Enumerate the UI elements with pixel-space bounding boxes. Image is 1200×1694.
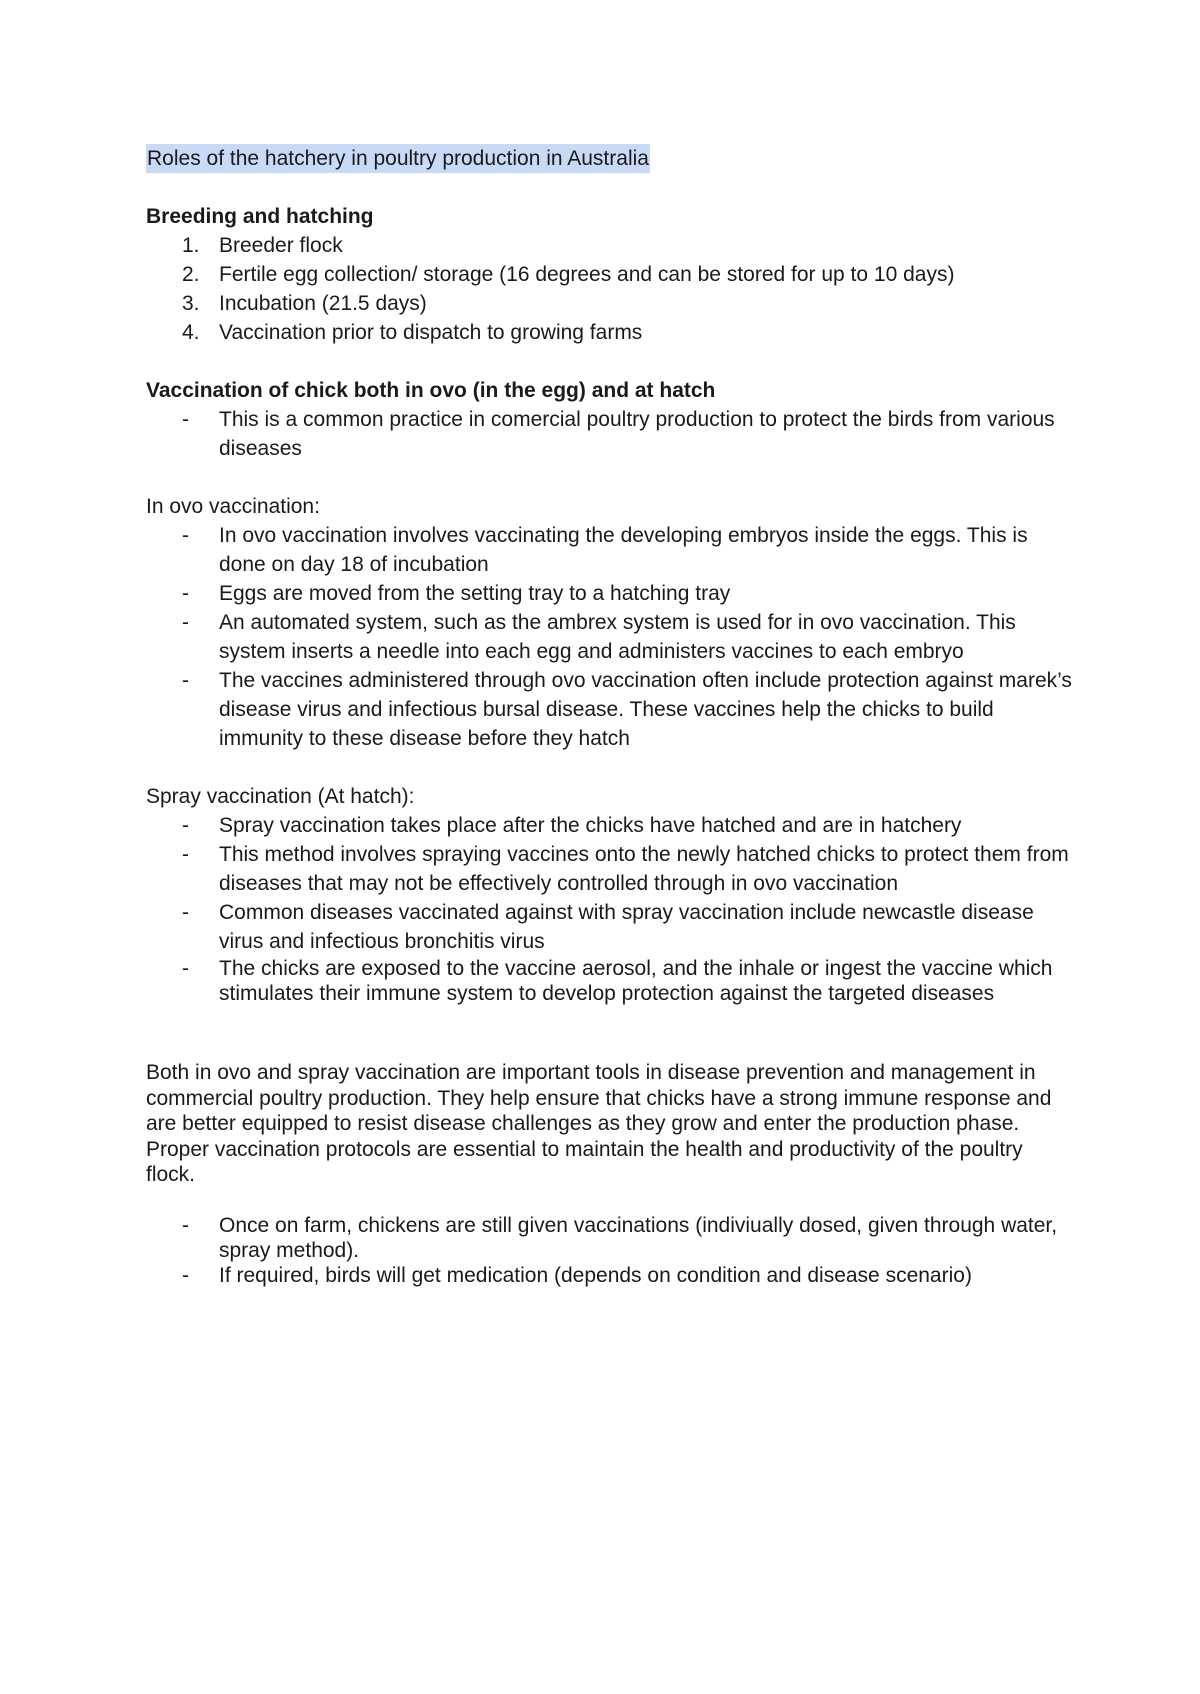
- list-marker: 1.: [182, 234, 200, 257]
- list-item: [146, 579, 1076, 608]
- list-marker: -: [182, 611, 189, 634]
- list-item: [146, 1213, 1076, 1263]
- list-item: [146, 231, 1076, 260]
- breeding-heading: Breeding and hatching: [146, 205, 374, 228]
- list-item: [146, 1263, 1076, 1288]
- list-marker: 4.: [182, 321, 200, 344]
- spacer: [146, 1006, 1076, 1060]
- list-item-text: This is a common practice in comercial poultry production to protect the birds from various diseases: [219, 408, 1055, 460]
- in-ovo-list: [146, 521, 1076, 753]
- list-item: [146, 956, 1076, 1006]
- in-ovo-heading: In ovo vaccination:: [146, 495, 320, 518]
- list-item: [146, 521, 1076, 579]
- document-title[interactable]: Roles of the hatchery in poultry production in Australia: [146, 144, 650, 173]
- list-item-text: Spray vaccination takes place after the chicks have hatched and are in hatchery: [219, 814, 962, 837]
- farm-list: [146, 1213, 1076, 1288]
- list-item-text: Breeder flock: [219, 234, 343, 257]
- list-marker: -: [182, 957, 189, 980]
- list-marker: -: [182, 408, 189, 431]
- list-item-text: Common diseases vaccinated against with spray vaccination include newcastle disease virus and infectious bronchitis virus: [219, 901, 1034, 953]
- list-marker: 3.: [182, 292, 200, 315]
- list-item: [146, 811, 1076, 840]
- list-item-text: This method involves spraying vaccines onto the newly hatched chicks to protect them from diseases that may not be effectively controlled through in ovo vaccination: [219, 843, 1069, 895]
- vaccination-list: [146, 405, 1076, 463]
- list-marker: -: [182, 1213, 189, 1237]
- list-marker: -: [182, 524, 189, 547]
- spacer: [146, 463, 1076, 492]
- list-marker: -: [182, 843, 189, 866]
- document-page: [146, 144, 1076, 1288]
- list-item: [146, 260, 1076, 289]
- list-item-text: Vaccination prior to dispatch to growing farms: [219, 321, 643, 344]
- list-item: [146, 608, 1076, 666]
- spacer: [146, 753, 1076, 782]
- list-marker: -: [182, 814, 189, 837]
- list-item: [146, 405, 1076, 463]
- list-item-text: An automated system, such as the ambrex system is used for in ovo vaccination. This system inserts a needle into each egg and administers vaccines to each embryo: [219, 611, 1016, 663]
- list-item-text: In ovo vaccination involves vaccinating the developing embryos inside the eggs. This is done on day 18 of incubation: [219, 524, 1028, 576]
- title-line: [146, 144, 1076, 173]
- spray-heading: Spray vaccination (At hatch):: [146, 785, 415, 808]
- list-item-text: Once on farm, chickens are still given vaccinations (indiviually dosed, given through water, spray method).: [219, 1213, 1058, 1262]
- list-item-text: The vaccines administered through ovo vaccination often include protection against marek’s disease virus and infectious bursal disease. These vaccines help the chicks to build immunity to these disease before they hatch: [219, 669, 1072, 750]
- spacer: [146, 1188, 1076, 1213]
- list-item-text: Eggs are moved from the setting tray to a hatching tray: [219, 582, 731, 605]
- list-item: [146, 289, 1076, 318]
- list-item: [146, 318, 1076, 347]
- list-marker: -: [182, 669, 189, 692]
- list-marker: -: [182, 582, 189, 605]
- vaccination-heading: Vaccination of chick both in ovo (in the egg) and at hatch: [146, 379, 716, 402]
- list-item-text: The chicks are exposed to the vaccine aerosol, and the inhale or ingest the vaccine which stimulates their immune system to develop protection against the targeted diseases: [219, 957, 1053, 1005]
- list-marker: 2.: [182, 263, 200, 286]
- list-item-text: Incubation (21.5 days): [219, 292, 427, 315]
- list-item-text: Fertile egg collection/ storage (16 degrees and can be stored for up to 10 days): [219, 263, 955, 286]
- list-marker: -: [182, 1263, 189, 1287]
- breeding-list: [146, 231, 1076, 347]
- summary-paragraph: Both in ovo and spray vaccination are important tools in disease prevention and management in commercial poultry production. They help ensure that chicks have a strong immune response and are better equipped to resist disease challenges as they grow and enter the production phase. Proper vaccination protocols are essential to maintain the health and productivity of the poultry flock.: [146, 1061, 1052, 1186]
- list-item-text: If required, birds will get medication (depends on condition and disease scenario): [219, 1263, 972, 1287]
- spacer: [146, 347, 1076, 376]
- list-item: [146, 840, 1076, 898]
- list-item: [146, 898, 1076, 956]
- list-marker: -: [182, 901, 189, 924]
- list-item: [146, 666, 1076, 753]
- spray-list: [146, 811, 1076, 1006]
